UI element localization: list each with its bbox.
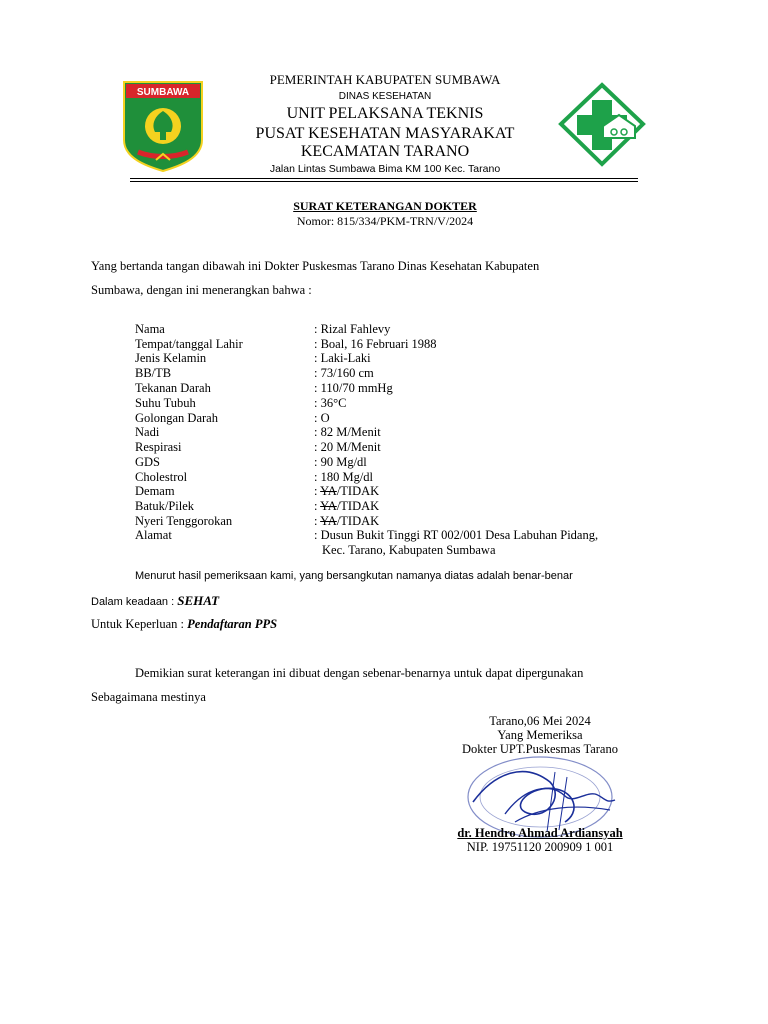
puskesmas-logo bbox=[557, 82, 647, 167]
examination-result: Menurut hasil pemeriksaan kami, yang bersangkutan namanya diatas adalah benar-benar bbox=[135, 570, 573, 582]
symptom-label: Batuk/Pilek bbox=[135, 499, 195, 513]
signatory-name: dr. Hendro Ahmad Ardiansyah bbox=[457, 826, 623, 840]
field-label: BB/TB bbox=[135, 366, 172, 380]
field-label: Jenis Kelamin bbox=[135, 351, 207, 365]
field-label: Suhu Tubuh bbox=[135, 396, 196, 410]
struck-option: YA bbox=[320, 514, 337, 528]
health-state bbox=[91, 593, 219, 609]
field-value: : 36°C bbox=[314, 396, 347, 410]
symptom-label: Demam bbox=[135, 484, 175, 498]
field-label: Nama bbox=[135, 322, 165, 336]
address-label: Alamat bbox=[135, 528, 172, 542]
symptom-value bbox=[314, 514, 379, 529]
field-label: Cholestrol bbox=[135, 470, 188, 484]
closing-line-1: Demikian surat keterangan ini dibuat dengan sebenar-benarnya untuk dapat dipergunakan bbox=[135, 666, 584, 680]
field-value: : 110/70 mmHg bbox=[314, 381, 393, 395]
struck-option: YA bbox=[320, 499, 337, 513]
symptom-label: Nyeri Tenggorokan bbox=[135, 514, 233, 528]
signatory-nip: NIP. 19751120 200909 1 001 bbox=[466, 840, 614, 854]
signature-place-date: Tarano,06 Mei 2024 bbox=[489, 714, 591, 728]
address-line-2: Kec. Tarano, Kabupaten Sumbawa bbox=[322, 543, 496, 557]
field-value: : 180 Mg/dl bbox=[314, 470, 374, 484]
logo-text: SUMBAWA bbox=[136, 87, 190, 98]
symptom-value bbox=[314, 484, 379, 499]
letterhead-address: Jalan Lintas Sumbawa Bima KM 100 Kec. Tarano bbox=[269, 163, 501, 175]
purpose-value: Pendaftaran PPS bbox=[187, 617, 278, 631]
field-label: Respirasi bbox=[135, 440, 182, 454]
symptom-value bbox=[314, 499, 379, 514]
field-label: Nadi bbox=[135, 425, 160, 439]
letterhead-government: PEMERINTAH KABUPATEN SUMBAWA bbox=[269, 72, 501, 87]
field-value: : 20 M/Menit bbox=[314, 440, 381, 454]
field-value: : Laki-Laki bbox=[314, 351, 371, 365]
struck-option: YA bbox=[320, 484, 337, 498]
field-value: : O bbox=[314, 411, 330, 425]
field-value: : Rizal Fahlevy bbox=[314, 322, 391, 336]
colon: : bbox=[314, 514, 321, 528]
intro-line-2: Sumbawa, dengan ini menerangkan bahwa : bbox=[91, 283, 312, 297]
sumbawa-regency-logo bbox=[118, 78, 208, 173]
document-title: SURAT KETERANGAN DOKTER bbox=[293, 199, 477, 213]
address-line-1: : Dusun Bukit Tinggi RT 002/001 Desa Labuhan Pidang, bbox=[314, 528, 599, 542]
colon: : bbox=[314, 484, 321, 498]
field-value: : 82 M/Menit bbox=[314, 425, 381, 439]
letterhead-divider-thin bbox=[130, 181, 638, 182]
selected-option: /TIDAK bbox=[336, 484, 380, 498]
signature-role: Yang Memeriksa bbox=[497, 728, 583, 742]
letterhead-unit: UNIT PELAKSANA TEKNIS bbox=[286, 105, 484, 122]
letterhead-institution: PUSAT KESEHATAN MASYARAKAT bbox=[255, 125, 515, 142]
selected-option: /TIDAK bbox=[336, 499, 380, 513]
field-label: Tekanan Darah bbox=[135, 381, 211, 395]
letterhead-divider bbox=[130, 178, 638, 179]
field-value: : Boal, 16 Februari 1988 bbox=[314, 337, 437, 351]
field-value: : 90 Mg/dl bbox=[314, 455, 367, 469]
field-value: : 73/160 cm bbox=[314, 366, 374, 380]
purpose bbox=[91, 617, 277, 632]
letterhead-district: KECAMATAN TARANO bbox=[300, 143, 470, 160]
state-label: Dalam keadaan : bbox=[91, 596, 178, 608]
document-number: Nomor: 815/334/PKM-TRN/V/2024 bbox=[296, 214, 474, 228]
colon: : bbox=[314, 499, 321, 513]
intro-line-1: Yang bertanda tangan dibawah ini Dokter Puskesmas Tarano Dinas Kesehatan Kabupaten bbox=[91, 259, 540, 273]
letterhead-department: DINAS KESEHATAN bbox=[338, 91, 432, 102]
closing-line-2: Sebagaimana mestinya bbox=[91, 690, 206, 704]
field-label: GDS bbox=[135, 455, 161, 469]
selected-option: /TIDAK bbox=[336, 514, 380, 528]
purpose-label: Untuk Keperluan : bbox=[91, 617, 188, 631]
signature-office: Dokter UPT.Puskesmas Tarano bbox=[462, 742, 618, 756]
field-label: Tempat/tanggal Lahir bbox=[135, 337, 243, 351]
field-label: Golongan Darah bbox=[135, 411, 218, 425]
state-value: SEHAT bbox=[177, 593, 220, 608]
